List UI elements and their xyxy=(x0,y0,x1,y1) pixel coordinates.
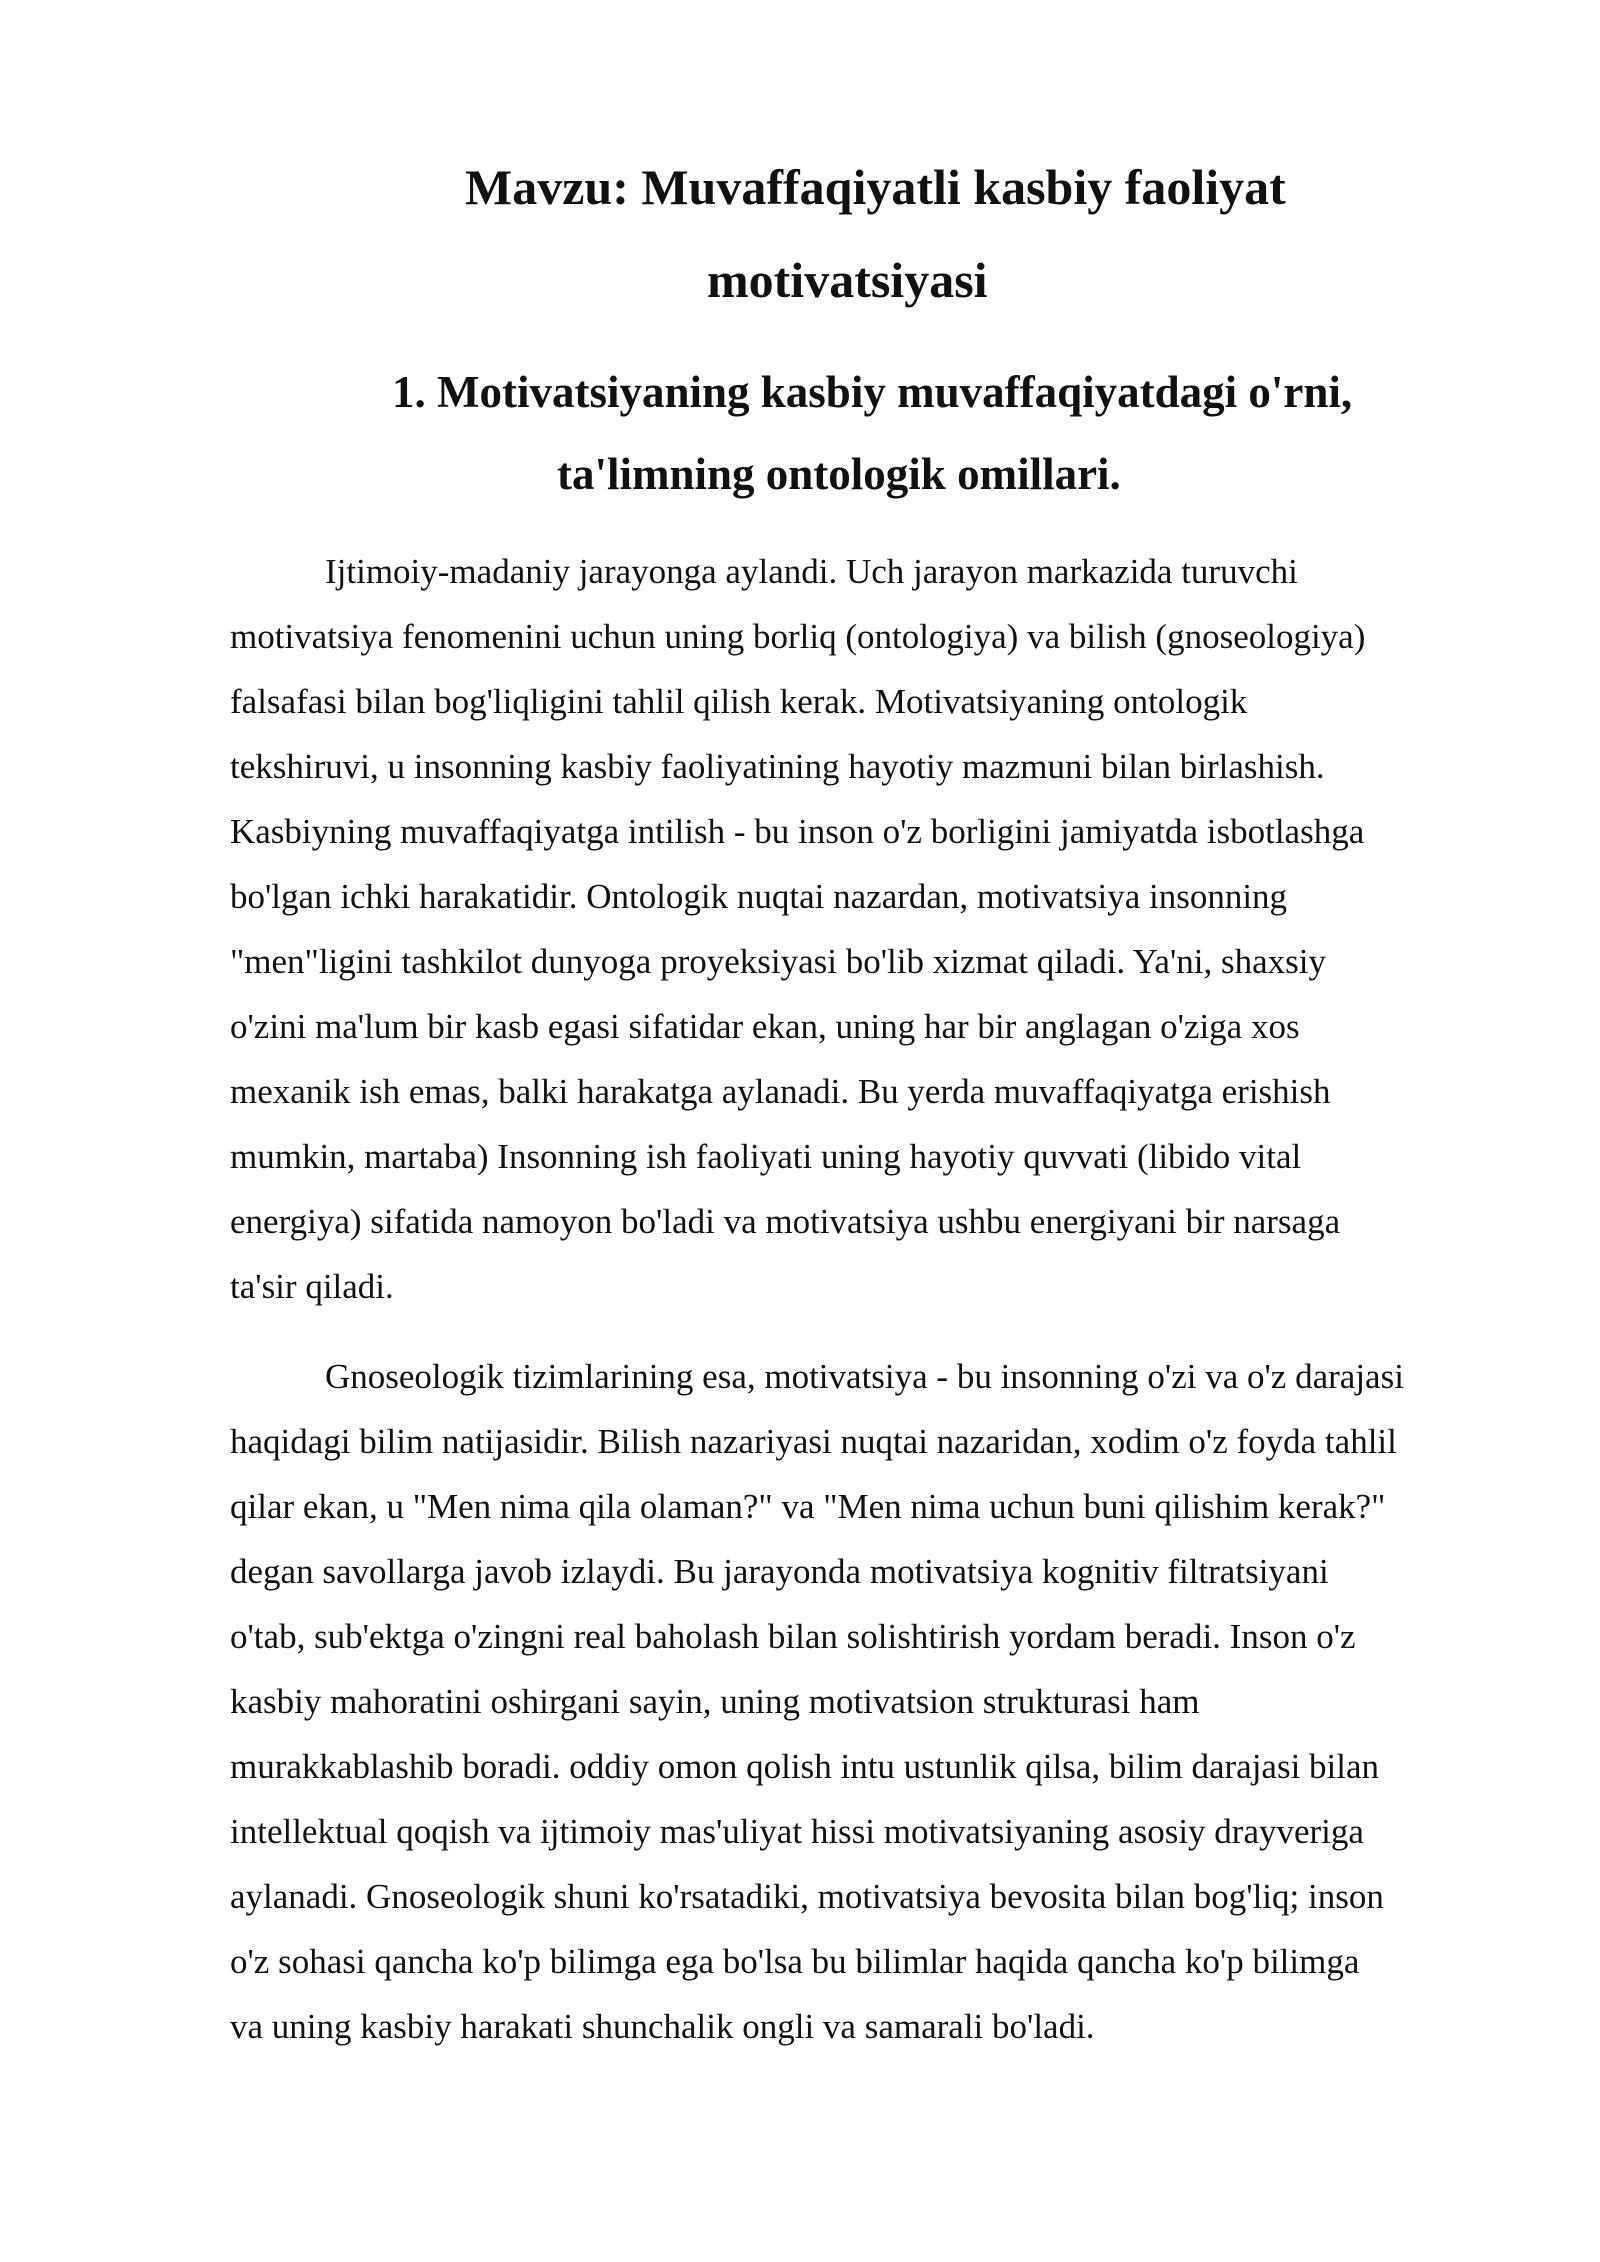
paragraph-1-line: mumkin, martaba) Insonning ish faoliyati uning hayotiy quvvati (libido vital xyxy=(230,1137,1302,1176)
document-title-line-1: Mavzu: Muvaffaqiyatli kasbiy faoliyat xyxy=(465,159,1286,215)
paragraph-2-line: murakkablashib boradi. oddiy omon qolish intu ustunlik qilsa, bilim darajasi bilan xyxy=(230,1747,1380,1786)
paragraph-1-line: falsafasi bilan bog'liqligini tahlil qilish kerak. Motivatsiyaning ontologik xyxy=(230,682,1248,721)
paragraph-1-line: Ijtimoiy-madaniy jarayonga aylandi. Uch jarayon markazida turuvchi xyxy=(325,552,1298,591)
paragraph-2-line: qilar ekan, u "Men nima qila olaman?" va "Men nima uchun buni qilishim kerak?" xyxy=(230,1487,1386,1526)
paragraph-1-line: ta'sir qiladi. xyxy=(230,1267,394,1306)
section-heading-line-2: ta'limning ontologik omillari. xyxy=(557,449,1121,499)
paragraph-2-line: degan savollarga javob izlaydi. Bu jarayonda motivatsiya kognitiv filtratsiyani xyxy=(230,1552,1329,1591)
section-heading-line-1: 1. Motivatsiyaning kasbiy muvaffaqiyatdagi o'rni, xyxy=(392,367,1353,417)
paragraph-1-line: mexanik ish emas, balki harakatga aylanadi. Bu yerda muvaffaqiyatga erishish xyxy=(230,1072,1331,1111)
paragraph-2-line: kasbiy mahoratini oshirgani sayin, uning motivatsion strukturasi ham xyxy=(230,1682,1200,1721)
paragraph-1-line: motivatsiya fenomenini uchun uning borliq (ontologiya) va bilish (gnoseologiya) xyxy=(230,617,1366,656)
paragraph-2-line: o'tab, sub'ektga o'zingni real baholash bilan solishtirish yordam beradi. Inson o'z xyxy=(230,1617,1356,1656)
paragraph-2-line: aylanadi. Gnoseologik shuni ko'rsatadiki, motivatsiya bevosita bilan bog'liq; inson xyxy=(230,1877,1384,1916)
paragraph-2-line: o'z sohasi qancha ko'p bilimga ega bo'lsa bu bilimlar haqida qancha ko'p bilimga xyxy=(230,1942,1360,1981)
paragraph-2-line: intellektual qoqish va ijtimoiy mas'uliyat hissi motivatsiyaning asosiy drayveriga xyxy=(230,1812,1364,1851)
paragraph-1-line: energiya) sifatida namoyon bo'ladi va motivatsiya ushbu energiyani bir narsaga xyxy=(230,1202,1341,1241)
paragraph-1-line: tekshiruvi, u insonning kasbiy faoliyatining hayotiy mazmuni bilan birlashish. xyxy=(230,747,1325,786)
paragraph-1-line: "men"ligini tashkilot dunyoga proyeksiyasi bo'lib xizmat qiladi. Ya'ni, shaxsiy xyxy=(230,942,1326,981)
paragraph-2-line: haqidagi bilim natijasidir. Bilish nazariyasi nuqtai nazaridan, xodim o'z foyda tahlil xyxy=(230,1422,1397,1461)
paragraph-2-line: va uning kasbiy harakati shunchalik ongli va samarali bo'ladi. xyxy=(230,2007,1095,2046)
paragraph-1-line: o'zini ma'lum bir kasb egasi sifatidar ekan, uning har bir anglagan o'ziga xos xyxy=(230,1007,1300,1046)
paragraph-1-line: bo'lgan ichki harakatidir. Ontologik nuqtai nazardan, motivatsiya insonning xyxy=(230,877,1288,916)
paragraph-2-line: Gnoseologik tizimlarining esa, motivatsiya - bu insonning o'zi va o'z darajasi xyxy=(325,1357,1404,1396)
document-title-line-2: motivatsiyasi xyxy=(707,252,988,308)
paragraph-1-line: Kasbiyning muvaffaqiyatga intilish - bu inson o'z borligini jamiyatda isbotlashga xyxy=(230,812,1365,851)
